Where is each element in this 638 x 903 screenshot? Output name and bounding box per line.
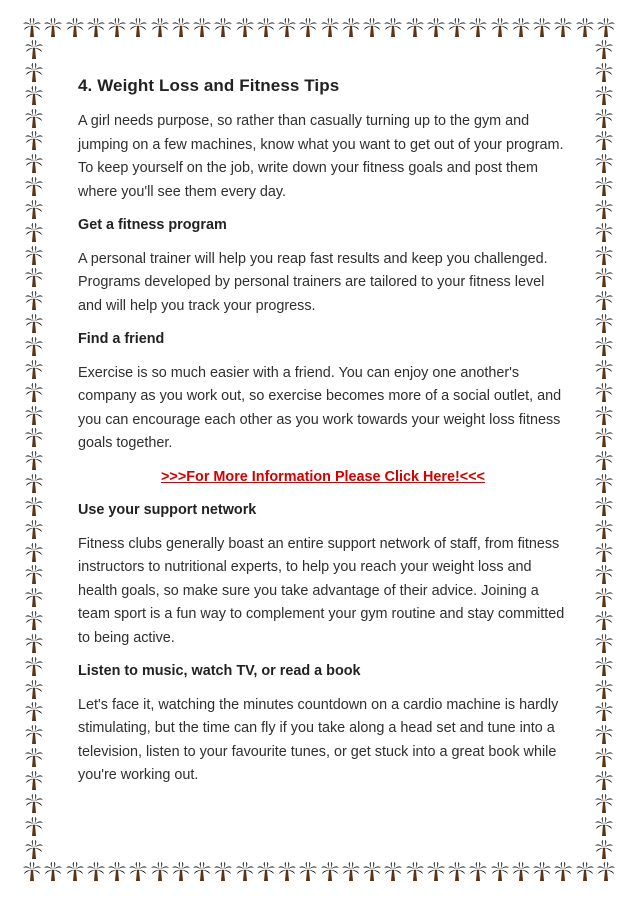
palm-tree-icon bbox=[594, 406, 614, 426]
palm-tree-icon bbox=[24, 497, 44, 517]
palm-tree-icon bbox=[128, 862, 148, 882]
palm-tree-icon bbox=[24, 314, 44, 334]
palm-tree-icon bbox=[298, 862, 318, 882]
palm-tree-icon bbox=[150, 862, 170, 882]
palm-tree-icon bbox=[594, 268, 614, 288]
palm-tree-icon bbox=[553, 862, 573, 882]
palm-tree-icon bbox=[24, 771, 44, 791]
palm-tree-icon bbox=[24, 291, 44, 311]
palm-tree-icon bbox=[24, 474, 44, 494]
palm-tree-icon bbox=[594, 680, 614, 700]
palm-tree-icon bbox=[426, 18, 446, 38]
palm-tree-icon bbox=[192, 18, 212, 38]
palm-tree-icon bbox=[594, 314, 614, 334]
palm-tree-icon bbox=[65, 18, 85, 38]
palm-tree-icon bbox=[553, 18, 573, 38]
palm-tree-icon bbox=[24, 40, 44, 60]
palm-tree-icon bbox=[192, 862, 212, 882]
palm-tree-icon bbox=[575, 18, 595, 38]
palm-tree-icon bbox=[24, 657, 44, 677]
palm-tree-icon bbox=[596, 18, 616, 38]
palm-tree-icon bbox=[24, 817, 44, 837]
palm-tree-icon bbox=[24, 611, 44, 631]
palm-tree-icon bbox=[447, 862, 467, 882]
palm-tree-icon bbox=[362, 862, 382, 882]
palm-tree-icon bbox=[594, 520, 614, 540]
palm-tree-icon bbox=[24, 223, 44, 243]
palm-tree-icon bbox=[277, 18, 297, 38]
palm-tree-icon bbox=[24, 360, 44, 380]
palm-tree-icon bbox=[594, 588, 614, 608]
section-heading: Use your support network bbox=[78, 502, 257, 518]
section-heading: Listen to music, watch TV, or read a book bbox=[78, 663, 361, 679]
palm-tree-icon bbox=[24, 840, 44, 860]
cta-line bbox=[78, 466, 568, 490]
palm-tree-icon bbox=[24, 268, 44, 288]
palm-tree-icon bbox=[24, 680, 44, 700]
palm-tree-icon bbox=[213, 18, 233, 38]
palm-tree-icon bbox=[594, 565, 614, 585]
palm-tree-icon bbox=[594, 40, 614, 60]
section-heading: Get a fitness program bbox=[78, 217, 227, 233]
palm-tree-icon bbox=[24, 588, 44, 608]
palm-tree-icon bbox=[383, 18, 403, 38]
palm-tree-icon bbox=[22, 18, 42, 38]
palm-tree-icon bbox=[594, 657, 614, 677]
palm-tree-icon bbox=[24, 109, 44, 129]
palm-tree-icon bbox=[594, 246, 614, 266]
palm-tree-icon bbox=[24, 406, 44, 426]
top-border bbox=[22, 14, 616, 38]
palm-tree-icon bbox=[43, 862, 63, 882]
palm-tree-icon bbox=[594, 702, 614, 722]
palm-tree-icon bbox=[24, 702, 44, 722]
palm-tree-icon bbox=[128, 18, 148, 38]
palm-tree-icon bbox=[86, 862, 106, 882]
palm-tree-icon bbox=[532, 862, 552, 882]
palm-tree-icon bbox=[24, 177, 44, 197]
palm-tree-icon bbox=[24, 246, 44, 266]
palm-tree-icon bbox=[383, 862, 403, 882]
palm-tree-icon bbox=[24, 131, 44, 151]
palm-tree-icon bbox=[341, 862, 361, 882]
palm-tree-icon bbox=[24, 337, 44, 357]
palm-tree-icon bbox=[594, 817, 614, 837]
palm-tree-icon bbox=[86, 18, 106, 38]
palm-tree-icon bbox=[65, 862, 85, 882]
palm-tree-icon bbox=[150, 18, 170, 38]
palm-tree-icon bbox=[362, 18, 382, 38]
palm-tree-icon bbox=[468, 18, 488, 38]
palm-tree-icon bbox=[24, 794, 44, 814]
palm-tree-icon bbox=[24, 725, 44, 745]
palm-tree-icon bbox=[24, 565, 44, 585]
palm-tree-icon bbox=[235, 862, 255, 882]
palm-tree-icon bbox=[235, 18, 255, 38]
section-body: Fitness clubs generally boast an entire support network of staff, from fitness instructors to nutritional experts, to help you reach your weight loss and health goals, so make sure you take advantage of their advice. Joining a team sport is a fun way to complement your gym routine and stay committed to being active. bbox=[78, 535, 565, 646]
palm-tree-icon bbox=[468, 862, 488, 882]
palm-tree-icon bbox=[107, 862, 127, 882]
page-title: 4. Weight Loss and Fitness Tips bbox=[78, 76, 340, 95]
palm-tree-icon bbox=[594, 543, 614, 563]
right-border bbox=[592, 40, 616, 860]
palm-tree-icon bbox=[594, 109, 614, 129]
palm-tree-icon bbox=[213, 862, 233, 882]
palm-tree-icon bbox=[594, 223, 614, 243]
palm-tree-icon bbox=[24, 543, 44, 563]
palm-tree-icon bbox=[22, 862, 42, 882]
palm-tree-icon bbox=[171, 18, 191, 38]
palm-tree-icon bbox=[596, 862, 616, 882]
palm-tree-icon bbox=[24, 63, 44, 83]
section-body: A personal trainer will help you reap fast results and keep you challenged. Programs developed by personal trainers are tailored to your fitness level and will help you track your progress. bbox=[78, 250, 548, 314]
palm-tree-icon bbox=[594, 177, 614, 197]
palm-tree-icon bbox=[490, 862, 510, 882]
palm-tree-icon bbox=[594, 840, 614, 860]
palm-tree-icon bbox=[594, 771, 614, 791]
left-border bbox=[22, 40, 46, 860]
palm-tree-icon bbox=[594, 131, 614, 151]
section-heading: Find a friend bbox=[78, 331, 165, 347]
more-info-link[interactable]: >>>For More Information Please Click Here!<<< bbox=[161, 468, 485, 485]
palm-tree-icon bbox=[575, 862, 595, 882]
palm-tree-icon bbox=[43, 18, 63, 38]
palm-tree-icon bbox=[107, 18, 127, 38]
palm-tree-icon bbox=[24, 451, 44, 471]
palm-tree-icon bbox=[594, 291, 614, 311]
palm-tree-icon bbox=[24, 200, 44, 220]
palm-tree-icon bbox=[24, 154, 44, 174]
palm-tree-icon bbox=[447, 18, 467, 38]
article bbox=[78, 76, 568, 798]
palm-tree-icon bbox=[405, 18, 425, 38]
palm-tree-icon bbox=[594, 63, 614, 83]
palm-tree-icon bbox=[594, 725, 614, 745]
palm-tree-icon bbox=[511, 18, 531, 38]
palm-tree-icon bbox=[171, 862, 191, 882]
palm-tree-icon bbox=[594, 794, 614, 814]
palm-tree-icon bbox=[341, 18, 361, 38]
palm-tree-icon bbox=[24, 86, 44, 106]
palm-tree-icon bbox=[24, 634, 44, 654]
palm-tree-icon bbox=[532, 18, 552, 38]
section-body: Let's face it, watching the minutes countdown on a cardio machine is hardly stimulating, but the time can fly if you take along a head set and tune into a television, listen to your favourite tunes, or get stuck into a great book while you're working out. bbox=[78, 696, 559, 783]
palm-tree-icon bbox=[24, 748, 44, 768]
palm-tree-icon bbox=[320, 862, 340, 882]
palm-tree-icon bbox=[298, 18, 318, 38]
bottom-border bbox=[22, 858, 616, 882]
section-body: Exercise is so much easier with a friend. You can enjoy one another's company as you work out, so exercise becomes more of a social outlet, and you can encourage each other as you work towards your weight loss fitness goals together. bbox=[78, 364, 562, 451]
palm-tree-icon bbox=[256, 862, 276, 882]
palm-tree-icon bbox=[405, 862, 425, 882]
palm-tree-icon bbox=[277, 862, 297, 882]
palm-tree-icon bbox=[594, 474, 614, 494]
palm-tree-icon bbox=[320, 18, 340, 38]
palm-tree-icon bbox=[594, 451, 614, 471]
palm-tree-icon bbox=[594, 611, 614, 631]
palm-tree-icon bbox=[594, 497, 614, 517]
palm-tree-icon bbox=[594, 337, 614, 357]
palm-tree-icon bbox=[256, 18, 276, 38]
intro-paragraph: A girl needs purpose, so rather than casually turning up to the gym and jumping on a few machines, know what you want to get out of your program. To keep yourself on the job, write down your fitness goals and post them where you'll see them every day. bbox=[78, 113, 564, 200]
palm-tree-icon bbox=[594, 154, 614, 174]
palm-tree-icon bbox=[490, 18, 510, 38]
palm-tree-icon bbox=[24, 428, 44, 448]
palm-tree-icon bbox=[594, 428, 614, 448]
palm-tree-icon bbox=[24, 520, 44, 540]
palm-tree-icon bbox=[511, 862, 531, 882]
palm-tree-icon bbox=[594, 634, 614, 654]
palm-tree-icon bbox=[594, 200, 614, 220]
palm-tree-icon bbox=[426, 862, 446, 882]
palm-tree-icon bbox=[594, 360, 614, 380]
palm-tree-icon bbox=[594, 86, 614, 106]
palm-tree-icon bbox=[24, 383, 44, 403]
palm-tree-icon bbox=[594, 748, 614, 768]
palm-tree-icon bbox=[594, 383, 614, 403]
